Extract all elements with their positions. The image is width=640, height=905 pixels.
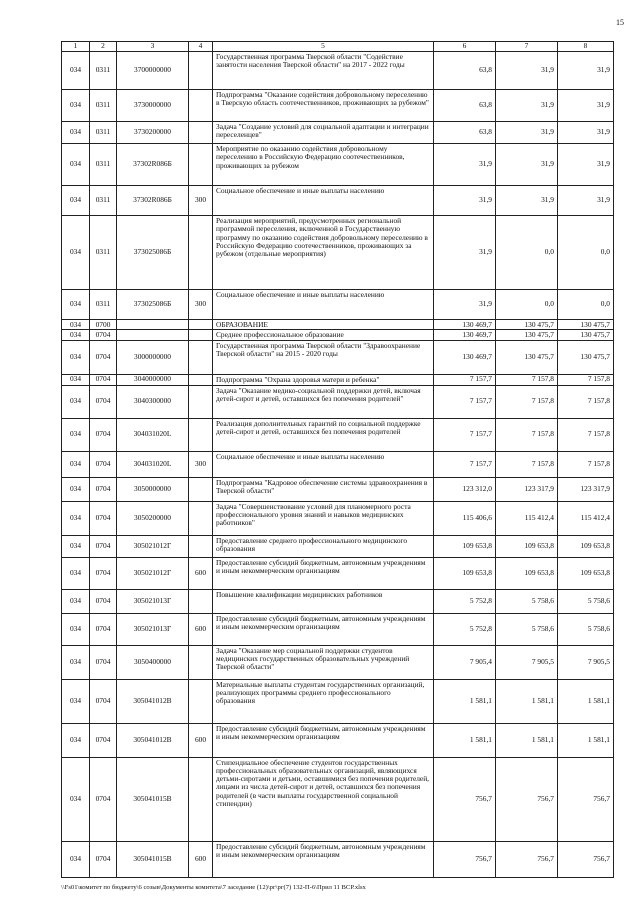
cell-expense-type bbox=[189, 320, 213, 330]
cell-ministry-code: 034 bbox=[62, 723, 90, 757]
cell-ministry-code: 034 bbox=[62, 90, 90, 122]
header-col-7: 7 bbox=[496, 42, 558, 52]
cell-amount-col7: 123 317,9 bbox=[496, 477, 558, 501]
cell-ministry-code: 034 bbox=[62, 589, 90, 613]
cell-section-code: 0311 bbox=[90, 216, 117, 290]
cell-amount-col8: 7 157,8 bbox=[558, 385, 614, 418]
cell-description: Подпрограмма "Кадровое обеспечение системы здравоохранения в Тверской области" bbox=[213, 477, 434, 501]
cell-expense-type bbox=[189, 385, 213, 418]
cell-section-code: 0311 bbox=[90, 52, 117, 90]
cell-amount-col6: 1 581,1 bbox=[434, 723, 496, 757]
cell-amount-col7: 0,0 bbox=[496, 290, 558, 320]
cell-amount-col7: 31,9 bbox=[496, 186, 558, 216]
cell-amount-col6: 5 752,8 bbox=[434, 613, 496, 645]
cell-amount-col8: 5 758,6 bbox=[558, 589, 614, 613]
cell-target-code: 3700000000 bbox=[117, 52, 189, 90]
table-row bbox=[62, 144, 614, 186]
cell-description: Повышение квалификации медицинских работников bbox=[213, 589, 434, 613]
table-row bbox=[62, 557, 614, 589]
cell-amount-col6: 31,9 bbox=[434, 290, 496, 320]
cell-amount-col6: 756,7 bbox=[434, 841, 496, 877]
cell-amount-col6: 109 653,8 bbox=[434, 557, 496, 589]
cell-ministry-code: 034 bbox=[62, 340, 90, 374]
cell-ministry-code: 034 bbox=[62, 757, 90, 841]
cell-amount-col8: 31,9 bbox=[558, 186, 614, 216]
cell-ministry-code: 034 bbox=[62, 418, 90, 451]
cell-target-code: 305021012Г bbox=[117, 557, 189, 589]
table-row bbox=[62, 320, 614, 330]
cell-target-code bbox=[117, 330, 189, 340]
cell-amount-col7: 7 157,8 bbox=[496, 418, 558, 451]
cell-amount-col8: 7 157,8 bbox=[558, 418, 614, 451]
cell-ministry-code: 034 bbox=[62, 320, 90, 330]
cell-expense-type bbox=[189, 144, 213, 186]
cell-ministry-code: 034 bbox=[62, 679, 90, 723]
cell-amount-col6: 7 157,7 bbox=[434, 451, 496, 477]
cell-section-code: 0704 bbox=[90, 679, 117, 723]
table-row bbox=[62, 418, 614, 451]
cell-expense-type bbox=[189, 501, 213, 535]
cell-ministry-code: 034 bbox=[62, 385, 90, 418]
cell-amount-col7: 31,9 bbox=[496, 144, 558, 186]
cell-expense-type: 600 bbox=[189, 841, 213, 877]
cell-amount-col6: 5 752,8 bbox=[434, 589, 496, 613]
page-number: 15 bbox=[616, 18, 624, 27]
cell-expense-type bbox=[189, 216, 213, 290]
cell-amount-col7: 115 412,4 bbox=[496, 501, 558, 535]
cell-expense-type: 600 bbox=[189, 557, 213, 589]
cell-amount-col7: 1 581,1 bbox=[496, 679, 558, 723]
cell-section-code: 0311 bbox=[90, 90, 117, 122]
cell-expense-type: 600 bbox=[189, 723, 213, 757]
cell-description: Реализация дополнительных гарантий по социальной поддержке детей-сирот и детей, оставшихся без попечения родителей bbox=[213, 418, 434, 451]
cell-description: Мероприятие по оказанию содействия добровольному переселению в Российскую Федерацию соотечественников, проживающих за рубежом bbox=[213, 144, 434, 186]
cell-description: Задача "Создание условий для социальной адаптации и интеграции переселенцев" bbox=[213, 122, 434, 144]
cell-ministry-code: 034 bbox=[62, 535, 90, 557]
cell-amount-col6: 756,7 bbox=[434, 757, 496, 841]
cell-description: Задача "Оказание мер социальной поддержки студентов медицинских государственных образовательных учреждений Тверской области" bbox=[213, 645, 434, 679]
cell-amount-col7: 756,7 bbox=[496, 841, 558, 877]
table-row bbox=[62, 757, 614, 841]
cell-description: Социальное обеспечение и иные выплаты населению bbox=[213, 186, 434, 216]
cell-amount-col8: 115 412,4 bbox=[558, 501, 614, 535]
cell-section-code: 0311 bbox=[90, 290, 117, 320]
cell-target-code: 305041015В bbox=[117, 757, 189, 841]
cell-expense-type: 300 bbox=[189, 451, 213, 477]
cell-amount-col7: 7 157,8 bbox=[496, 451, 558, 477]
cell-description: Подпрограмма "Оказание содействия добровольному переселению в Тверскую область соотечественников, проживающих за рубежом" bbox=[213, 90, 434, 122]
table-row bbox=[62, 385, 614, 418]
file-path-footer: \\Fs01\комитет по бюджету\6 созыв\Документы комитета\7 заседание (12)\рг\рг(7) 132-П-6\Прил 11 ВСР.xlsx bbox=[61, 884, 366, 891]
cell-amount-col7: 31,9 bbox=[496, 52, 558, 90]
cell-target-code: 37302R086Б bbox=[117, 186, 189, 216]
cell-target-code: 3050000000 bbox=[117, 477, 189, 501]
cell-amount-col6: 31,9 bbox=[434, 144, 496, 186]
header-row bbox=[62, 42, 614, 52]
cell-amount-col8: 130 475,7 bbox=[558, 320, 614, 330]
cell-expense-type bbox=[189, 374, 213, 385]
cell-ministry-code: 034 bbox=[62, 451, 90, 477]
cell-amount-col8: 130 475,7 bbox=[558, 330, 614, 340]
cell-section-code: 0311 bbox=[90, 186, 117, 216]
cell-target-code: 3040300000 bbox=[117, 385, 189, 418]
cell-ministry-code: 034 bbox=[62, 330, 90, 340]
cell-amount-col7: 756,7 bbox=[496, 757, 558, 841]
cell-description: Предоставление субсидий бюджетным, автономным учреждениям и иным некоммерческим организациям bbox=[213, 557, 434, 589]
header-col-2: 2 bbox=[90, 42, 117, 52]
cell-section-code: 0704 bbox=[90, 451, 117, 477]
cell-expense-type bbox=[189, 340, 213, 374]
cell-section-code: 0704 bbox=[90, 645, 117, 679]
cell-amount-col7: 130 475,7 bbox=[496, 330, 558, 340]
table-row bbox=[62, 477, 614, 501]
cell-ministry-code: 034 bbox=[62, 374, 90, 385]
cell-amount-col6: 31,9 bbox=[434, 216, 496, 290]
table-row bbox=[62, 122, 614, 144]
cell-section-code: 0704 bbox=[90, 723, 117, 757]
cell-amount-col6: 130 469,7 bbox=[434, 320, 496, 330]
table-row bbox=[62, 186, 614, 216]
cell-expense-type bbox=[189, 757, 213, 841]
table-row bbox=[62, 451, 614, 477]
cell-amount-col6: 7 157,7 bbox=[434, 385, 496, 418]
table-row bbox=[62, 723, 614, 757]
cell-target-code: 3050400000 bbox=[117, 645, 189, 679]
cell-expense-type bbox=[189, 589, 213, 613]
cell-expense-type bbox=[189, 90, 213, 122]
cell-description: Государственная программа Тверской области "Содействие занятости населения Тверской области" на 2017 - 2022 годы bbox=[213, 52, 434, 90]
cell-description: Государственная программа Тверской области "Здравоохранение Тверской области" на 2015 - 2020 годы bbox=[213, 340, 434, 374]
cell-amount-col7: 31,9 bbox=[496, 122, 558, 144]
cell-amount-col8: 109 653,8 bbox=[558, 557, 614, 589]
cell-amount-col6: 63,8 bbox=[434, 122, 496, 144]
cell-target-code: 3000000000 bbox=[117, 340, 189, 374]
cell-section-code: 0704 bbox=[90, 330, 117, 340]
cell-section-code: 0704 bbox=[90, 418, 117, 451]
cell-amount-col7: 7 157,8 bbox=[496, 385, 558, 418]
cell-amount-col8: 109 653,8 bbox=[558, 535, 614, 557]
cell-amount-col6: 7 157,7 bbox=[434, 374, 496, 385]
cell-amount-col8: 1 581,1 bbox=[558, 679, 614, 723]
cell-amount-col8: 31,9 bbox=[558, 90, 614, 122]
cell-description: Стипендиальное обеспечение студентов государственных профессиональных образовательных организаций, являющихся детьми-сиротами и детьми, оставшимися без попечения родителей, лицами из числа детей-сирот и детей, оставшихся без попечения родителей (в части выплаты государственной социальной стипендии) bbox=[213, 757, 434, 841]
cell-target-code: 305041012В bbox=[117, 723, 189, 757]
table-row bbox=[62, 374, 614, 385]
cell-amount-col8: 1 581,1 bbox=[558, 723, 614, 757]
cell-ministry-code: 034 bbox=[62, 290, 90, 320]
table-row bbox=[62, 290, 614, 320]
cell-amount-col6: 1 581,1 bbox=[434, 679, 496, 723]
cell-expense-type bbox=[189, 645, 213, 679]
cell-description: Материальные выплаты студентам государственных организаций, реализующих программы среднего профессионального образования bbox=[213, 679, 434, 723]
table-row bbox=[62, 679, 614, 723]
cell-section-code: 0700 bbox=[90, 320, 117, 330]
cell-amount-col8: 756,7 bbox=[558, 841, 614, 877]
cell-expense-type bbox=[189, 122, 213, 144]
cell-expense-type: 300 bbox=[189, 186, 213, 216]
cell-amount-col7: 5 758,6 bbox=[496, 589, 558, 613]
cell-amount-col6: 31,9 bbox=[434, 186, 496, 216]
cell-target-code: 304031020L bbox=[117, 451, 189, 477]
cell-amount-col6: 130 469,7 bbox=[434, 340, 496, 374]
cell-section-code: 0704 bbox=[90, 757, 117, 841]
cell-description: Подпрограмма "Охрана здоровья матери и ребенка" bbox=[213, 374, 434, 385]
cell-ministry-code: 034 bbox=[62, 841, 90, 877]
table-row bbox=[62, 330, 614, 340]
table-row bbox=[62, 645, 614, 679]
budget-table bbox=[61, 41, 614, 878]
cell-description: Предоставление субсидий бюджетным, автономным учреждениям и иным некоммерческим организациям bbox=[213, 723, 434, 757]
cell-amount-col7: 109 653,8 bbox=[496, 535, 558, 557]
cell-section-code: 0704 bbox=[90, 374, 117, 385]
table-row bbox=[62, 90, 614, 122]
cell-description: Предоставление среднего профессионального медицинского образования bbox=[213, 535, 434, 557]
cell-amount-col8: 756,7 bbox=[558, 757, 614, 841]
table-row bbox=[62, 501, 614, 535]
cell-amount-col7: 0,0 bbox=[496, 216, 558, 290]
header-col-3: 3 bbox=[117, 42, 189, 52]
cell-description: Реализация мероприятий, предусмотренных региональной программой переселения, включенной в Государственную программу по оказанию содействия добровольному переселению в Российскую Федерацию соотечественников, проживающих за рубежом (отдельные мероприятия) bbox=[213, 216, 434, 290]
cell-ministry-code: 034 bbox=[62, 645, 90, 679]
cell-target-code: 305021012Г bbox=[117, 535, 189, 557]
cell-section-code: 0704 bbox=[90, 589, 117, 613]
cell-amount-col6: 63,8 bbox=[434, 90, 496, 122]
cell-description: Социальное обеспечение и иные выплаты населению bbox=[213, 290, 434, 320]
cell-target-code: 373025086Б bbox=[117, 216, 189, 290]
table-row bbox=[62, 535, 614, 557]
cell-target-code: 37302R086Б bbox=[117, 144, 189, 186]
cell-section-code: 0704 bbox=[90, 535, 117, 557]
cell-expense-type: 600 bbox=[189, 613, 213, 645]
table-row bbox=[62, 589, 614, 613]
cell-expense-type bbox=[189, 52, 213, 90]
table-row bbox=[62, 613, 614, 645]
cell-amount-col8: 31,9 bbox=[558, 144, 614, 186]
cell-amount-col7: 7 157,8 bbox=[496, 374, 558, 385]
cell-ministry-code: 034 bbox=[62, 122, 90, 144]
cell-amount-col6: 7 157,7 bbox=[434, 418, 496, 451]
cell-amount-col6: 123 312,0 bbox=[434, 477, 496, 501]
header-col-6: 6 bbox=[434, 42, 496, 52]
cell-amount-col8: 0,0 bbox=[558, 290, 614, 320]
cell-amount-col7: 1 581,1 bbox=[496, 723, 558, 757]
cell-ministry-code: 034 bbox=[62, 477, 90, 501]
cell-section-code: 0704 bbox=[90, 841, 117, 877]
table-row bbox=[62, 216, 614, 290]
cell-amount-col8: 31,9 bbox=[558, 52, 614, 90]
cell-expense-type bbox=[189, 477, 213, 501]
cell-section-code: 0704 bbox=[90, 557, 117, 589]
table-row bbox=[62, 340, 614, 374]
cell-amount-col7: 109 653,8 bbox=[496, 557, 558, 589]
cell-section-code: 0704 bbox=[90, 385, 117, 418]
cell-amount-col8: 130 475,7 bbox=[558, 340, 614, 374]
cell-target-code: 305041012В bbox=[117, 679, 189, 723]
cell-section-code: 0311 bbox=[90, 122, 117, 144]
cell-amount-col6: 7 905,4 bbox=[434, 645, 496, 679]
cell-amount-col8: 7 905,5 bbox=[558, 645, 614, 679]
cell-target-code: 3050200000 bbox=[117, 501, 189, 535]
cell-amount-col7: 130 475,7 bbox=[496, 340, 558, 374]
cell-amount-col6: 109 653,8 bbox=[434, 535, 496, 557]
table-body bbox=[62, 52, 614, 878]
cell-expense-type bbox=[189, 330, 213, 340]
cell-description: Среднее профессиональное образование bbox=[213, 330, 434, 340]
cell-ministry-code: 034 bbox=[62, 216, 90, 290]
cell-expense-type bbox=[189, 535, 213, 557]
cell-expense-type: 300 bbox=[189, 290, 213, 320]
cell-description: Социальное обеспечение и иные выплаты населению bbox=[213, 451, 434, 477]
cell-section-code: 0704 bbox=[90, 501, 117, 535]
cell-amount-col8: 123 317,9 bbox=[558, 477, 614, 501]
cell-description: Предоставление субсидий бюджетным, автономным учреждениям и иным некоммерческим организациям bbox=[213, 841, 434, 877]
cell-amount-col7: 130 475,7 bbox=[496, 320, 558, 330]
cell-description: Предоставление субсидий бюджетным, автономным учреждениям и иным некоммерческим организациям bbox=[213, 613, 434, 645]
cell-target-code: 304031020L bbox=[117, 418, 189, 451]
cell-amount-col8: 31,9 bbox=[558, 122, 614, 144]
cell-amount-col7: 5 758,6 bbox=[496, 613, 558, 645]
cell-target-code: 305021013Г bbox=[117, 613, 189, 645]
cell-amount-col8: 5 758,6 bbox=[558, 613, 614, 645]
cell-description: ОБРАЗОВАНИЕ bbox=[213, 320, 434, 330]
header-col-8: 8 bbox=[558, 42, 614, 52]
cell-section-code: 0704 bbox=[90, 477, 117, 501]
cell-ministry-code: 034 bbox=[62, 144, 90, 186]
header-col-1: 1 bbox=[62, 42, 90, 52]
cell-ministry-code: 034 bbox=[62, 557, 90, 589]
table-row bbox=[62, 52, 614, 90]
cell-amount-col7: 7 905,5 bbox=[496, 645, 558, 679]
cell-expense-type bbox=[189, 418, 213, 451]
header-col-5: 5 bbox=[213, 42, 434, 52]
header-col-4: 4 bbox=[189, 42, 213, 52]
cell-amount-col8: 7 157,8 bbox=[558, 451, 614, 477]
cell-section-code: 0704 bbox=[90, 613, 117, 645]
cell-amount-col7: 31,9 bbox=[496, 90, 558, 122]
cell-target-code: 373025086Б bbox=[117, 290, 189, 320]
cell-description: Задача "Оказание медико-социальной поддержки детей, включая детей-сирот и детей, оставшихся без попечения родителей" bbox=[213, 385, 434, 418]
cell-target-code: 3730000000 bbox=[117, 90, 189, 122]
cell-ministry-code: 034 bbox=[62, 501, 90, 535]
cell-expense-type bbox=[189, 679, 213, 723]
cell-amount-col8: 7 157,8 bbox=[558, 374, 614, 385]
cell-ministry-code: 034 bbox=[62, 186, 90, 216]
cell-target-code: 3040000000 bbox=[117, 374, 189, 385]
cell-section-code: 0704 bbox=[90, 340, 117, 374]
cell-target-code: 305041015В bbox=[117, 841, 189, 877]
cell-section-code: 0311 bbox=[90, 144, 117, 186]
cell-amount-col6: 130 469,7 bbox=[434, 330, 496, 340]
cell-target-code bbox=[117, 320, 189, 330]
cell-description: Задача "Совершенствование условий для планомерного роста профессионального уровня знаний и навыков медицинских работников" bbox=[213, 501, 434, 535]
cell-amount-col8: 0,0 bbox=[558, 216, 614, 290]
cell-amount-col6: 115 406,6 bbox=[434, 501, 496, 535]
cell-ministry-code: 034 bbox=[62, 613, 90, 645]
cell-ministry-code: 034 bbox=[62, 52, 90, 90]
cell-target-code: 3730200000 bbox=[117, 122, 189, 144]
cell-target-code: 305021013Г bbox=[117, 589, 189, 613]
cell-amount-col6: 63,8 bbox=[434, 52, 496, 90]
table-row bbox=[62, 841, 614, 877]
